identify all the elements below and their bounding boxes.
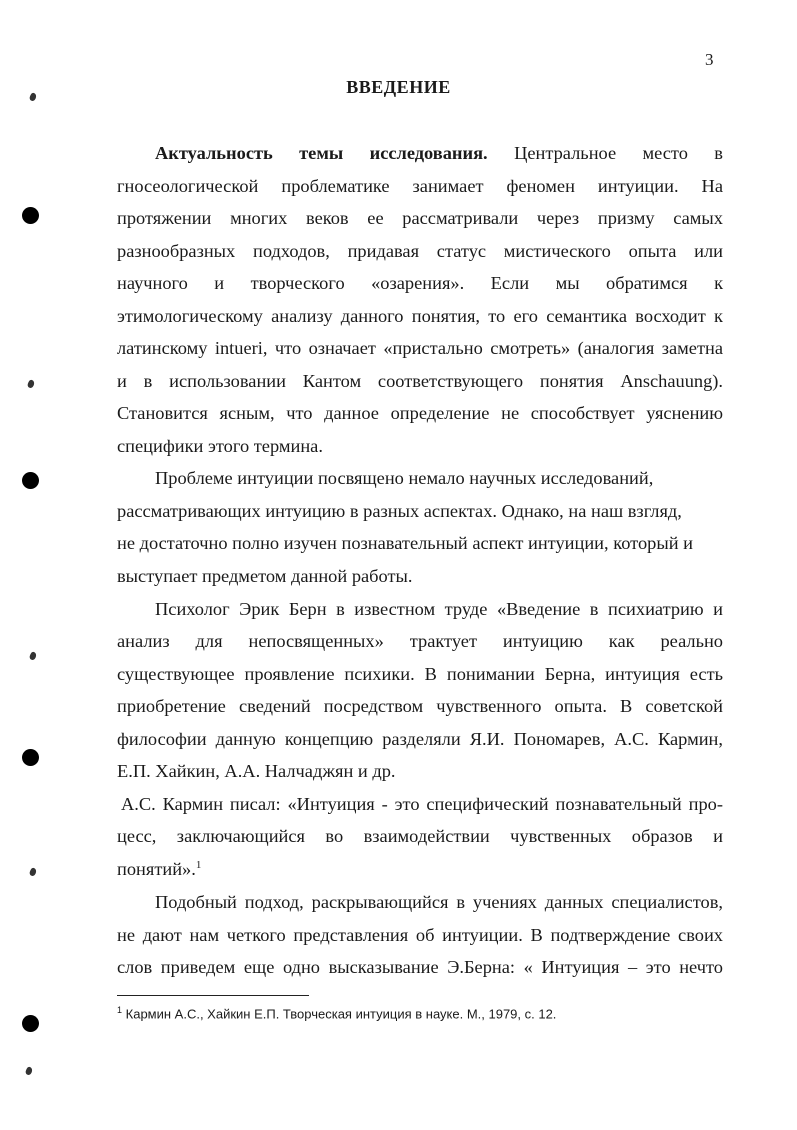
paragraph-line: не дают нам четкого представления об интуиции. В подтверждение своих — [117, 925, 723, 945]
paragraph-line: гносеологической проблематике занимает феномен интуиции. На — [117, 176, 723, 196]
scan-speck-icon — [29, 651, 38, 661]
paragraph-text: понятий». — [117, 859, 196, 879]
section-lead: Актуальность темы исследования. — [155, 143, 488, 163]
paragraph-line: специфики этого термина. — [117, 436, 323, 456]
binder-hole-icon — [22, 749, 39, 766]
footnote — [117, 1005, 556, 1021]
footnote-divider — [117, 995, 309, 996]
paragraph-line — [117, 857, 201, 881]
scan-speck-icon — [25, 1066, 34, 1076]
page-number: 3 — [705, 50, 714, 69]
paragraph-line: Становится ясным, что данное определение не способствует уяснению — [117, 403, 723, 423]
paragraph-line: протяжении многих веков ее рассматривали через призму самых — [117, 208, 723, 228]
paragraph-line: приобретение сведений посредством чувственного опыта. В советской — [117, 696, 723, 716]
paragraph-line: не достаточно полно изучен познавательный аспект интуиции, который и — [117, 533, 693, 553]
paragraph-line: рассматривающих интуицию в разных аспектах. Однако, на наш взгляд, — [117, 501, 682, 521]
paragraph-line — [155, 141, 723, 165]
footnote-number: 1 — [117, 1005, 123, 1015]
paragraph-line: разнообразных подходов, придавая статус мистического опыта или — [117, 241, 723, 261]
binder-hole-icon — [22, 207, 39, 224]
paragraph-line: цесс, заключающийся во взаимодействии чувственных образов и — [117, 826, 723, 846]
paragraph-line: научного и творческого «озарения». Если мы обратимся к — [117, 273, 723, 293]
paragraph-line: философии данную концепцию разделяли Я.И. Пономарев, А.С. Кармин, — [117, 729, 723, 749]
scan-speck-icon — [29, 867, 38, 877]
paragraph-line: и в использовании Кантом соответствующего понятия Anschauung). — [117, 371, 723, 391]
paragraph-line: Психолог Эрик Берн в известном труде «Введение в психиатрию и — [155, 599, 723, 619]
page-title: ВВЕДЕНИЕ — [346, 77, 451, 97]
paragraph-text: Центральное место в — [514, 143, 723, 163]
paragraph-line: А.С. Кармин писал: «Интуиция - это специфический познавательный про- — [121, 794, 723, 814]
paragraph-line: Подобный подход, раскрывающийся в учениях данных специалистов, — [155, 892, 723, 912]
paragraph-line: этимологическому анализу данного понятия, то его семантика восходит к — [117, 306, 723, 326]
paragraph-line: Е.П. Хайкин, А.А. Налчаджян и др. — [117, 761, 396, 781]
footnote-reference[interactable]: 1 — [195, 858, 202, 871]
binder-hole-icon — [22, 1015, 39, 1032]
paragraph-line: слов приведем еще одно высказывание Э.Берна: « Интуиция – это нечто — [117, 957, 723, 977]
paragraph-line: латинскому intueri, что означает «пристально смотреть» (аналогия заметна — [117, 338, 723, 358]
paragraph-line: анализ для непосвященных» трактует интуицию как реально — [117, 631, 723, 651]
footnote-text: Кармин А.С., Хайкин Е.П. Творческая интуиция в науке. М., 1979, с. 12. — [125, 1006, 557, 1022]
paragraph-line: выступает предметом данной работы. — [117, 566, 413, 586]
paragraph-line: Проблеме интуиции посвящено немало научных исследований, — [155, 468, 654, 488]
binder-hole-icon — [22, 472, 39, 489]
scan-speck-icon — [27, 379, 36, 389]
paragraph-line: существующее проявление психики. В понимании Берна, интуиция есть — [117, 664, 723, 684]
